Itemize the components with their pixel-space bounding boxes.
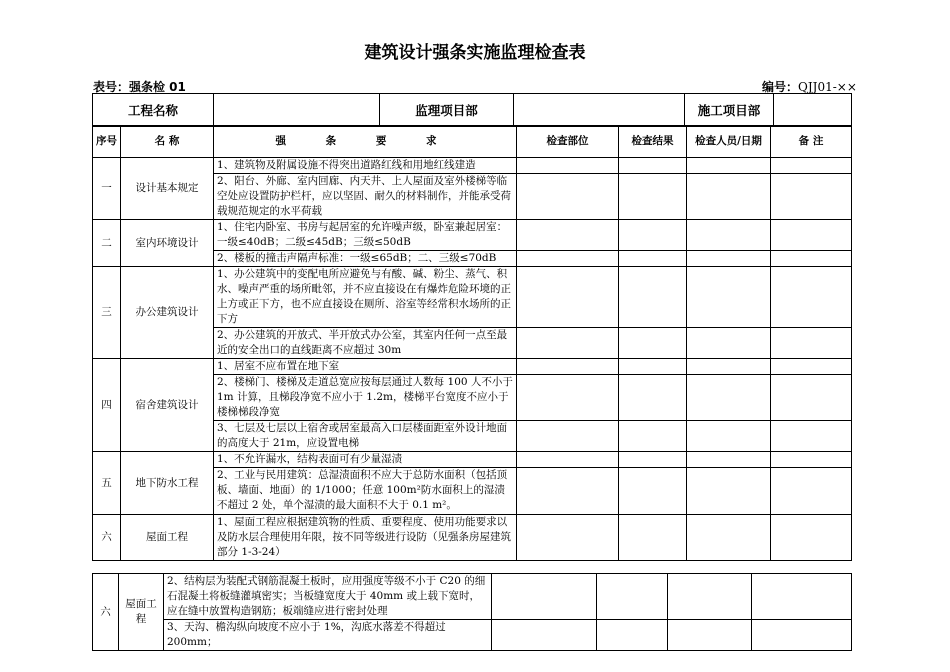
requirement-item: 2、楼梯门、楼梯及走道总宽应按每层通过人数每 100 人不小于 1m 计算，且梯段净宽不应小于 1.2m，楼梯平台宽度不应小于楼梯梯段净宽 (214, 375, 517, 421)
check-result-cell[interactable] (597, 620, 668, 651)
section-name: 地下防水工程 (121, 452, 214, 515)
remarks-cell[interactable] (771, 328, 852, 359)
remarks-cell[interactable] (771, 359, 852, 375)
check-result-cell[interactable] (619, 468, 687, 515)
section-name: 宿舍建筑设计 (121, 359, 214, 452)
check-result-cell[interactable] (619, 375, 687, 421)
requirement-item: 2、楼板的撞击声隔声标准：一级≤65dB；二、三级≤70dB (214, 251, 517, 267)
requirement-item: 2、工业与民用建筑：总湿渍面积不应大于总防水面积（包括顶板、墙面、地面）的 1/1000；任意 100m²防水面积上的湿渍不超过 2 处，单个湿渍的最大面积不大于 0.1 m²。 (214, 468, 517, 515)
section-name: 屋面工程 (121, 515, 214, 561)
section-name: 室内环境设计 (121, 220, 214, 267)
requirement-item: 2、阳台、外廊、室内回廊、内天井、上人屋面及室外楼梯等临空处应设置防护栏杆，应以坚固、耐久的材料制作，并能承受荷载规范规定的水平荷载 (214, 174, 517, 220)
section-no: 四 (93, 359, 121, 452)
requirement-item: 1、住宅内卧室、书房与起居室的允许噪声级，卧室兼起居室：一级≤40dB；二级≤45dB；三级≤50dB (214, 220, 517, 251)
remarks-cell[interactable] (771, 251, 852, 267)
check-location-cell[interactable] (517, 359, 619, 375)
remarks-cell[interactable] (752, 620, 852, 651)
inspector-date-cell[interactable] (668, 574, 752, 620)
inspector-date-cell[interactable] (687, 468, 771, 515)
continuation-table (92, 573, 852, 651)
inspector-date-cell[interactable] (687, 452, 771, 468)
requirement-item: 2、办公建筑的开放式、半开放式办公室，其室内任何一点至最近的安全出口的直线距离不应超过 30m (214, 328, 517, 359)
section-no: 三 (93, 267, 121, 359)
project-name-value[interactable] (214, 94, 380, 127)
check-location-cell[interactable] (517, 452, 619, 468)
check-result-cell[interactable] (619, 158, 687, 174)
check-location-cell[interactable] (517, 220, 619, 251)
requirement-item: 1、屋面工程应根据建筑物的性质、重要程度、使用功能要求以及防水层合理使用年限，按不同等级进行设防（见强条房屋建筑部分 1-3-24） (214, 515, 517, 561)
check-location-cell[interactable] (517, 158, 619, 174)
inspector-date-cell[interactable] (668, 620, 752, 651)
project-header-table (92, 93, 852, 127)
col-header-remarks: 备 注 (771, 126, 852, 158)
requirement-item: 3、七层及七层以上宿舍或居室最高入口层楼面距室外设计地面的高度大于 21m，应设置电梯 (214, 421, 517, 452)
check-location-cell[interactable] (492, 574, 597, 620)
supervision-dept-value[interactable] (514, 94, 685, 127)
form-code-value: QJJ01-×× (798, 80, 857, 94)
inspector-date-cell[interactable] (687, 220, 771, 251)
check-location-cell[interactable] (517, 468, 619, 515)
remarks-cell[interactable] (771, 515, 852, 561)
supervision-dept-label: 监理项目部 (380, 94, 514, 127)
section-no: 六 (93, 574, 119, 651)
section-name: 办公建筑设计 (121, 267, 214, 359)
inspector-date-cell[interactable] (687, 158, 771, 174)
inspector-date-cell[interactable] (687, 174, 771, 220)
inspector-date-cell[interactable] (687, 375, 771, 421)
remarks-cell[interactable] (771, 267, 852, 328)
requirement-item: 1、建筑物及附属设施不得突出道路红线和用地红线建造 (214, 158, 517, 174)
check-result-cell[interactable] (619, 452, 687, 468)
requirement-item: 1、居室不应布置在地下室 (214, 359, 517, 375)
remarks-cell[interactable] (771, 220, 852, 251)
remarks-cell[interactable] (771, 158, 852, 174)
remarks-cell[interactable] (771, 375, 852, 421)
check-result-cell[interactable] (619, 359, 687, 375)
requirement-item: 1、不允许漏水，结构表面可有少量湿渍 (214, 452, 517, 468)
check-location-cell[interactable] (517, 375, 619, 421)
col-header-inspector: 检查人员/日期 (687, 126, 771, 158)
inspector-date-cell[interactable] (687, 328, 771, 359)
check-result-cell[interactable] (619, 515, 687, 561)
section-name: 屋面工程 (119, 574, 164, 651)
remarks-cell[interactable] (771, 468, 852, 515)
check-result-cell[interactable] (619, 251, 687, 267)
col-header-requirement (214, 126, 517, 158)
check-location-cell[interactable] (517, 267, 619, 328)
check-result-cell[interactable] (619, 328, 687, 359)
construction-dept-value[interactable] (774, 94, 852, 127)
check-location-cell[interactable] (517, 421, 619, 452)
col-header-requirement-text: 强 条 要 求 (275, 135, 455, 147)
col-header-name: 名 称 (121, 126, 214, 158)
inspector-date-cell[interactable] (687, 251, 771, 267)
remarks-cell[interactable] (771, 174, 852, 220)
check-result-cell[interactable] (619, 421, 687, 452)
section-no: 二 (93, 220, 121, 267)
form-number: 表号：强条检 01 (93, 80, 186, 94)
col-header-location: 检查部位 (517, 126, 619, 158)
remarks-cell[interactable] (752, 574, 852, 620)
requirement-item: 1、办公建筑中的变配电所应避免与有酸、碱、粉尘、蒸气、积水、噪声严重的场所毗邻，并不应直接设在有爆炸危险环境的正上方或正下方，也不应直接设在厕所、浴室等经常积水场所的正下方 (214, 267, 517, 328)
section-name: 设计基本规定 (121, 158, 214, 220)
check-result-cell[interactable] (619, 174, 687, 220)
section-no: 五 (93, 452, 121, 515)
inspector-date-cell[interactable] (687, 359, 771, 375)
check-location-cell[interactable] (517, 251, 619, 267)
inspection-table (92, 125, 852, 561)
check-result-cell[interactable] (597, 574, 668, 620)
page-title: 建筑设计强条实施监理检查表 (364, 43, 586, 63)
requirement-item: 3、天沟、檐沟纵向坡度不应小于 1%，沟底水落差不得超过 200mm； (164, 620, 492, 651)
remarks-cell[interactable] (771, 421, 852, 452)
inspector-date-cell[interactable] (687, 515, 771, 561)
col-header-no: 序号 (93, 126, 121, 158)
form-code-label: 编号： (762, 80, 799, 94)
check-location-cell[interactable] (517, 174, 619, 220)
check-result-cell[interactable] (619, 267, 687, 328)
check-location-cell[interactable] (517, 328, 619, 359)
check-location-cell[interactable] (492, 620, 597, 651)
section-no: 六 (93, 515, 121, 561)
project-name-label: 工程名称 (93, 94, 214, 127)
check-location-cell[interactable] (517, 515, 619, 561)
requirement-item: 2、结构层为装配式钢筋混凝土板时，应用强度等级不小于 C20 的细石混凝土将板缝灌填密实；当板缝宽度大于 40mm 或上载下宽时，应在缝中放置构造钢筋；板端缝应进行密封处理 (164, 574, 492, 620)
check-result-cell[interactable] (619, 220, 687, 251)
construction-dept-label: 施工项目部 (685, 94, 774, 127)
inspector-date-cell[interactable] (687, 421, 771, 452)
col-header-result: 检查结果 (619, 126, 687, 158)
inspector-date-cell[interactable] (687, 267, 771, 328)
section-no: 一 (93, 158, 121, 220)
remarks-cell[interactable] (771, 452, 852, 468)
